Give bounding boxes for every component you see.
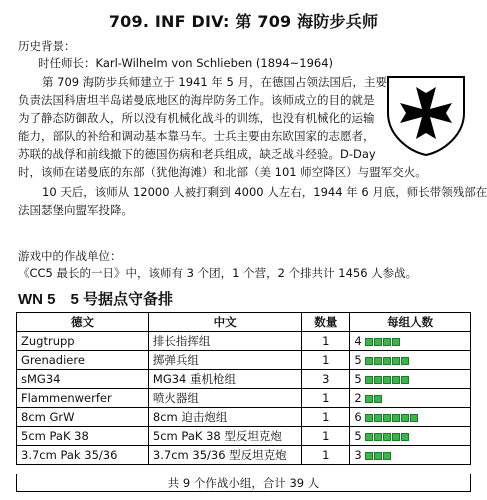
table-total: 共 9 个作战小组，合计 39 人 — [16, 474, 471, 492]
cell-quantity: 3 — [302, 370, 350, 389]
history-line: 时，该师在诺曼底的东部（犹他海滩）和北部（美 101 师空降区）与盟军交火。 — [18, 165, 427, 179]
soldier-icon — [374, 338, 382, 346]
soldier-icon — [365, 357, 373, 365]
soldier-icon — [365, 414, 373, 422]
soldier-icon — [374, 357, 382, 365]
history-line: 第 709 海防步兵师建立于 1941 年 5 月，在德国占领法国后，主要 — [42, 75, 387, 89]
per-group-count: 6 — [354, 409, 362, 424]
soldier-icon — [365, 395, 373, 403]
history-line: 法国瑟堡向盟军投降。 — [18, 203, 133, 217]
history-label: 历史背景： — [18, 39, 76, 53]
cell-chinese: 排长指挥组 — [148, 332, 301, 351]
section-subtitle: WN 5 5 号据点守备排 — [18, 291, 174, 308]
soldier-icon — [392, 433, 400, 441]
table-row — [17, 408, 471, 427]
soldier-icon — [374, 414, 382, 422]
cell-per-group — [350, 370, 471, 389]
soldier-pips — [365, 372, 410, 386]
game-label: 游戏中的作战单位： — [18, 249, 122, 263]
table-row — [17, 351, 471, 370]
soldier-icon — [374, 376, 382, 384]
cell-german: 5cm PaK 38 — [17, 427, 149, 446]
soldier-pips — [365, 334, 401, 348]
soldier-icon — [365, 452, 373, 460]
cell-per-group — [350, 351, 471, 370]
soldier-icon — [383, 433, 391, 441]
soldier-icon — [392, 357, 400, 365]
soldier-icon — [392, 376, 400, 384]
cell-quantity: 1 — [302, 427, 350, 446]
soldier-icon — [392, 414, 400, 422]
soldier-icon — [401, 433, 409, 441]
history-line: 苏联的战俘和前线撤下的德国伤病和老兵组成，缺乏战斗经验。D-Day — [18, 147, 376, 161]
cell-german: 8cm GrW — [17, 408, 149, 427]
cell-german: Flammenwerfer — [17, 389, 149, 408]
cell-quantity: 1 — [302, 332, 350, 351]
cell-chinese: 掷弹兵组 — [148, 351, 301, 370]
cell-per-group — [350, 408, 471, 427]
soldier-pips — [365, 391, 383, 405]
soldier-icon — [410, 414, 418, 422]
per-group-count: 3 — [354, 447, 362, 462]
table-row — [17, 389, 471, 408]
per-group-count: 2 — [354, 390, 362, 405]
cell-german: Grenadiere — [17, 351, 149, 370]
table-row — [17, 427, 471, 446]
cell-chinese: 8cm 迫击炮组 — [148, 408, 301, 427]
cell-per-group — [350, 446, 471, 465]
soldier-pips — [365, 410, 419, 424]
soldier-icon — [401, 414, 409, 422]
history-line: 10 天后，该师从 12000 人被打剩到 4000 人左右，1944 年 6 月底，师长带领残部在 — [42, 185, 487, 199]
cell-quantity: 1 — [302, 389, 350, 408]
cell-per-group — [350, 427, 471, 446]
cell-german: Zugtrupp — [17, 332, 149, 351]
table-row — [17, 446, 471, 465]
cell-quantity: 1 — [302, 408, 350, 427]
commander-line: 时任师长：Karl-Wilhelm von Schlieben (1894~1964) — [38, 56, 334, 70]
soldier-icon — [365, 338, 373, 346]
soldier-pips — [365, 429, 410, 443]
cell-german: 3.7cm Pak 35/36 — [17, 446, 149, 465]
cell-chinese: 喷火器组 — [148, 389, 301, 408]
cell-german: sMG34 — [17, 370, 149, 389]
cell-chinese: 3.7cm 35/36 型反坦克炮 — [148, 446, 301, 465]
header-chinese: 中文 — [148, 313, 301, 332]
soldier-icon — [374, 433, 382, 441]
cell-per-group — [350, 332, 471, 351]
table-row — [17, 332, 471, 351]
per-group-count: 5 — [354, 352, 362, 367]
per-group-count: 4 — [354, 333, 362, 348]
soldier-icon — [392, 338, 400, 346]
header-german: 德文 — [17, 313, 149, 332]
soldier-icon — [383, 452, 391, 460]
roster-table — [16, 312, 471, 465]
game-line: 《CC5 最长的一日》中，该师有 3 个团，1 个营，2 个排共计 1456 人参战。 — [18, 266, 418, 280]
cell-per-group — [350, 389, 471, 408]
soldier-icon — [365, 376, 373, 384]
soldier-icon — [374, 395, 382, 403]
soldier-icon — [383, 357, 391, 365]
history-line: 能力，部队的补给和调动基本靠马车。士兵主要由东欧国家的志愿者， — [18, 129, 375, 143]
cell-quantity: 1 — [302, 351, 350, 370]
history-line: 为了静态防御敌人，所以没有机械化战斗的训练，也没有机械化的运输 — [18, 111, 375, 125]
history-line: 负责法国科唐坦半岛诺曼底地区的海岸防务工作。该师成立的目的就是 — [18, 93, 375, 107]
table-row — [17, 370, 471, 389]
soldier-icon — [383, 414, 391, 422]
table-body — [17, 332, 471, 465]
table-header-row — [17, 313, 471, 332]
soldier-pips — [365, 448, 392, 462]
page-title: 709. INF DIV: 第 709 海防步兵师 — [108, 12, 379, 31]
soldier-pips — [365, 353, 410, 367]
cell-chinese: MG34 重机枪组 — [148, 370, 301, 389]
cell-quantity: 1 — [302, 446, 350, 465]
soldier-icon — [365, 433, 373, 441]
soldier-icon — [383, 376, 391, 384]
header-quantity: 数量 — [302, 313, 350, 332]
iron-cross-shield-icon — [382, 73, 470, 157]
soldier-icon — [383, 338, 391, 346]
soldier-icon — [401, 376, 409, 384]
soldier-icon — [374, 452, 382, 460]
per-group-count: 5 — [354, 428, 362, 443]
header-per-group: 每组人数 — [350, 313, 471, 332]
per-group-count: 5 — [354, 371, 362, 386]
cell-chinese: 5cm PaK 38 型反坦克炮 — [148, 427, 301, 446]
soldier-icon — [401, 357, 409, 365]
